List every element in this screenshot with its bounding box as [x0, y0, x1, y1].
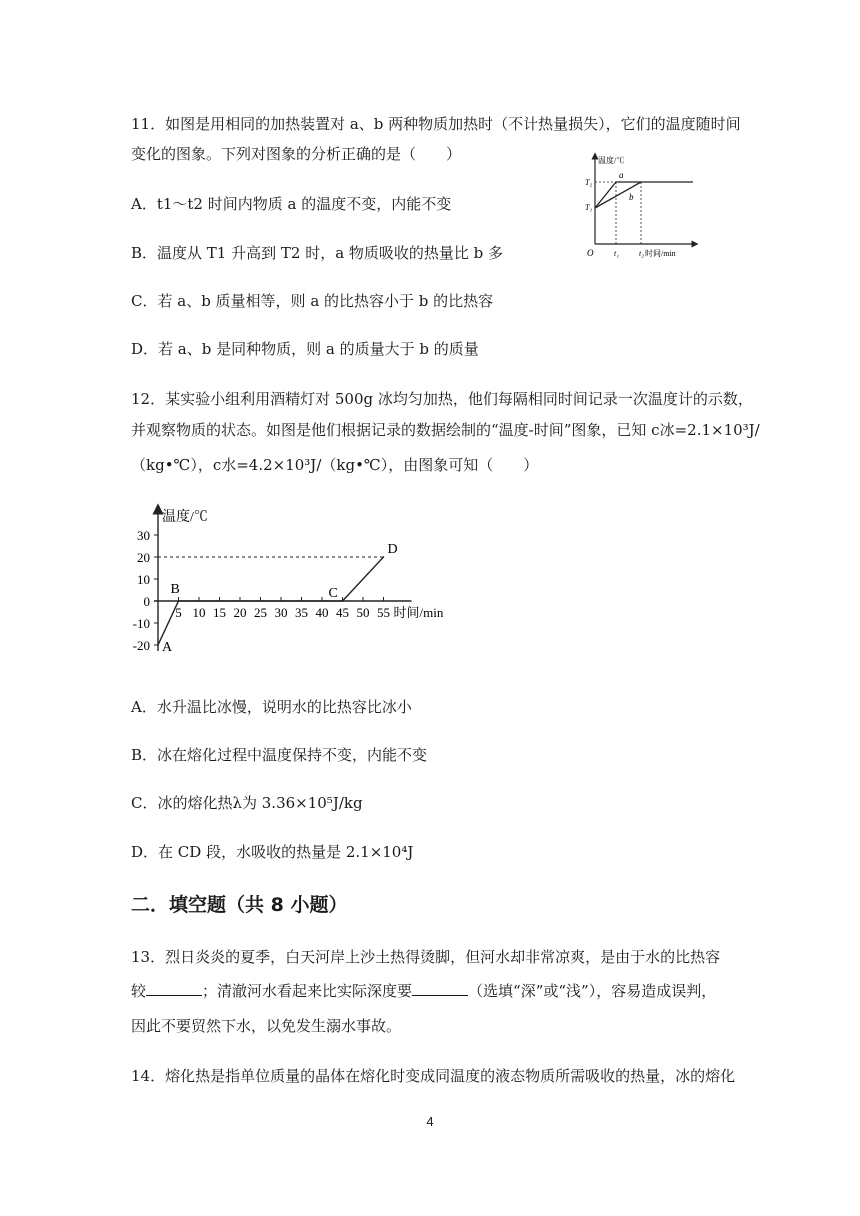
- y-tick-label: 30: [137, 528, 150, 543]
- q13-blank-2[interactable]: [412, 981, 468, 996]
- q11-T2-label: T₂: [585, 178, 593, 187]
- q11-stem-line2: 变化的图象。下列对图象的分析正确的是（ ）: [131, 145, 462, 163]
- x-tick-label: 35: [295, 605, 308, 620]
- q12-stem-line1: 12．某实验小组利用酒精灯对 500g 冰均匀加热，他们每隔相同时间记录一次温度计的示数，: [131, 390, 753, 408]
- q11-label-b: b: [629, 192, 634, 202]
- q11-option-c: C．若 a、b 质量相等，则 a 的比热容小于 b 的比热容: [131, 292, 494, 310]
- x-tick-label: 45: [336, 605, 349, 620]
- q11-origin-label: O: [587, 248, 594, 258]
- q13-stem-line1: 13．烈日炎炎的夏季，白天河岸上沙土热得烫脚，但河水却非常凉爽，是由于水的比热容: [131, 948, 721, 966]
- y-tick-label: 0: [143, 594, 150, 609]
- q11-temperature-time-figure: [585, 152, 700, 262]
- data-point-c: [342, 600, 344, 602]
- page-number: 4: [426, 1114, 434, 1129]
- q12-option-d: D．在 CD 段，水吸收的热量是 2.1×10⁴J: [131, 843, 414, 861]
- q11-x-axis-label: 时间/min: [645, 249, 676, 258]
- q12-option-c: C．冰的熔化热λ为 3.36×10⁵J/kg: [131, 794, 363, 812]
- point-label-a: A: [162, 640, 173, 655]
- q11-option-a: A．t1～t2 时间内物质 a 的温度不变，内能不变: [131, 195, 452, 213]
- data-point-d: [383, 556, 385, 558]
- q12-temperature-time-chart: [128, 503, 488, 663]
- y-tick-label: 20: [137, 550, 150, 565]
- q11-label-a: a: [619, 170, 624, 180]
- x-tick-label: 25: [254, 605, 267, 620]
- q11-t2-label: t₂: [639, 249, 645, 258]
- x-tick-label: 10: [192, 605, 206, 620]
- y-tick-label: -20: [132, 638, 150, 653]
- data-point-b: [178, 600, 180, 602]
- section-heading: 二．填空题（共 8 小题）: [131, 894, 348, 916]
- x-tick-label: 5: [175, 605, 182, 620]
- q11-curve-b: [595, 182, 641, 208]
- q11-option-b: B．温度从 T1 升高到 T2 时，a 物质吸收的热量比 b 多: [131, 244, 504, 262]
- q13-text-b: ；清澈河水看起来比实际深度要: [202, 982, 413, 1000]
- y-tick-label: 10: [137, 572, 150, 587]
- x-tick-label: 15: [213, 605, 226, 620]
- q11-t1-label: t₁: [614, 249, 620, 258]
- q12-stem-line2: 并观察物质的状态。如图是他们根据记录的数据绘制的“温度-时间”图象，已知 c冰=2.1×10³J/: [131, 421, 760, 439]
- point-label-c: C: [328, 586, 338, 601]
- q12-stem-line3: （kg•℃），c水=4.2×10³J/（kg•℃），由图象可知（ ）: [131, 456, 539, 474]
- y-tick-label: -10: [132, 616, 150, 631]
- y-axis-label: 温度/℃: [162, 510, 208, 525]
- q12-option-b: B．冰在熔化过程中温度保持不变，内能不变: [131, 746, 428, 764]
- q11-curve-a: [595, 182, 693, 208]
- q13-text-a: 较: [131, 982, 147, 1000]
- q14-stem-line1: 14．熔化热是指单位质量的晶体在熔化时变成同温度的液态物质所需吸收的热量，冰的熔化: [131, 1067, 736, 1085]
- q12-option-a: A．水升温比冰慢，说明水的比热容比冰小: [131, 698, 412, 716]
- x-tick-label: 55: [377, 605, 390, 620]
- q11-option-d: D．若 a、b 是同种物质，则 a 的质量大于 b 的质量: [131, 340, 479, 358]
- point-label-d: D: [387, 542, 398, 557]
- q11-stem-line1: 11．如图是用相同的加热装置对 a、b 两种物质加热时（不计热量损失），它们的温度随时间: [131, 115, 741, 133]
- data-point-a: [157, 644, 159, 646]
- x-tick-label: 30: [274, 605, 288, 620]
- q11-y-axis-label: 温度/℃: [598, 156, 625, 165]
- q13-stem-line2: [131, 981, 716, 1001]
- x-axis-label: 时间/min: [393, 605, 444, 620]
- q11-T1-label: T₁: [585, 203, 593, 212]
- point-label-b: B: [170, 582, 180, 597]
- q13-blank-1[interactable]: [146, 981, 202, 996]
- x-tick-label: 20: [233, 605, 247, 620]
- q13-stem-line3: 因此不要贸然下水，以免发生溺水事故。: [131, 1017, 402, 1035]
- x-tick-label: 50: [356, 605, 370, 620]
- x-tick-label: 40: [315, 605, 329, 620]
- q13-text-c: （选填“深”或“浅”），容易造成误判，: [468, 982, 717, 1000]
